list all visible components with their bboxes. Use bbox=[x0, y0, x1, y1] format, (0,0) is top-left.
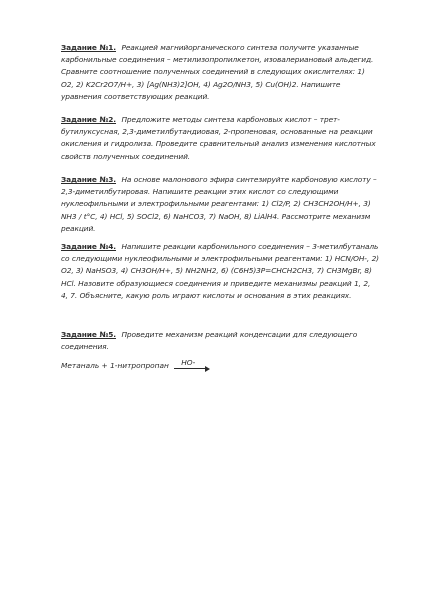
task-1-label: Задание №1. bbox=[61, 43, 117, 52]
reaction-condition: HO- bbox=[181, 358, 196, 367]
task-3 bbox=[61, 174, 379, 235]
task-5-label: Задание №5. bbox=[61, 330, 117, 339]
task-2 bbox=[61, 114, 379, 163]
arrow-head bbox=[205, 366, 210, 372]
task-1 bbox=[61, 42, 379, 103]
task-4-label: Задание №4. bbox=[61, 242, 117, 251]
task-4 bbox=[61, 241, 379, 302]
task-5 bbox=[61, 329, 379, 353]
task-2-text: Предложите методы синтеза карбоновых кислот – трет-бутилуксусная, 2,3-диметилбутандиовая, 2-пропеновая, основанные на реакции окисления и гидролиза. Проведите сравнительный анализ изменения кислотных свойств полученных соединений. bbox=[61, 115, 376, 161]
task-4-text: Напишите реакции карбонильного соединения – 3-метилбутаналь со следующими нуклеофильными и электрофильными реагентами: 1) HCN/OH-, 2) O2, 3) NaHSO3, 4) CH3OH/H+, 5) NH2NH2, 6) (C6H5)3P=CHCH2CH3, 7) CH3MgBr, 8) HCl. Назовите образующиеся соединения и приведите механизмы реакций 1, 2, 4, 7. Объясните, какую роль играют кислоты и основания в этих реакциях. bbox=[61, 242, 379, 300]
arrow-line bbox=[174, 368, 208, 369]
reaction-scheme bbox=[61, 360, 210, 372]
reaction-arrow-icon bbox=[174, 360, 210, 372]
task-3-text: На основе малонового эфира синтезируйте карбоновую кислоту – 2,3-диметилбутировая. Напишите реакции этих кислот со следующими нуклеофильными и электрофильными реагентами: 1) Cl2/P, 2) CH3CH2OH/H+, 3) NH3 / t°C, 4) HCl, 5) SOCl2, 6) NaHCO3, 7) NaOH, 8) LiAlH4. Рассмотрите механизм реакций. bbox=[61, 175, 377, 233]
task-3-label: Задание №3. bbox=[61, 175, 117, 184]
reaction-reactants: Метаналь + 1-нитропропан bbox=[61, 361, 169, 370]
task-1-text: Реакцией магнийорганического синтеза получите указанные карбонильные соединения – метилизопропилкетон, изовалериановый альдегид. Сравните соотношение полученных соединений в следующих окислителях: 1) O2, 2) K2Cr2O7/H+, 3) [Ag(NH3)2]OH, 4) Ag2O/NH3, 5) Cu(OH)2. Напишите уравнения соответствующих реакций. bbox=[61, 43, 374, 101]
task-2-label: Задание №2. bbox=[61, 115, 117, 124]
task-5-text: Проведите механизм реакций конденсации для следующего соединения. bbox=[61, 330, 358, 352]
